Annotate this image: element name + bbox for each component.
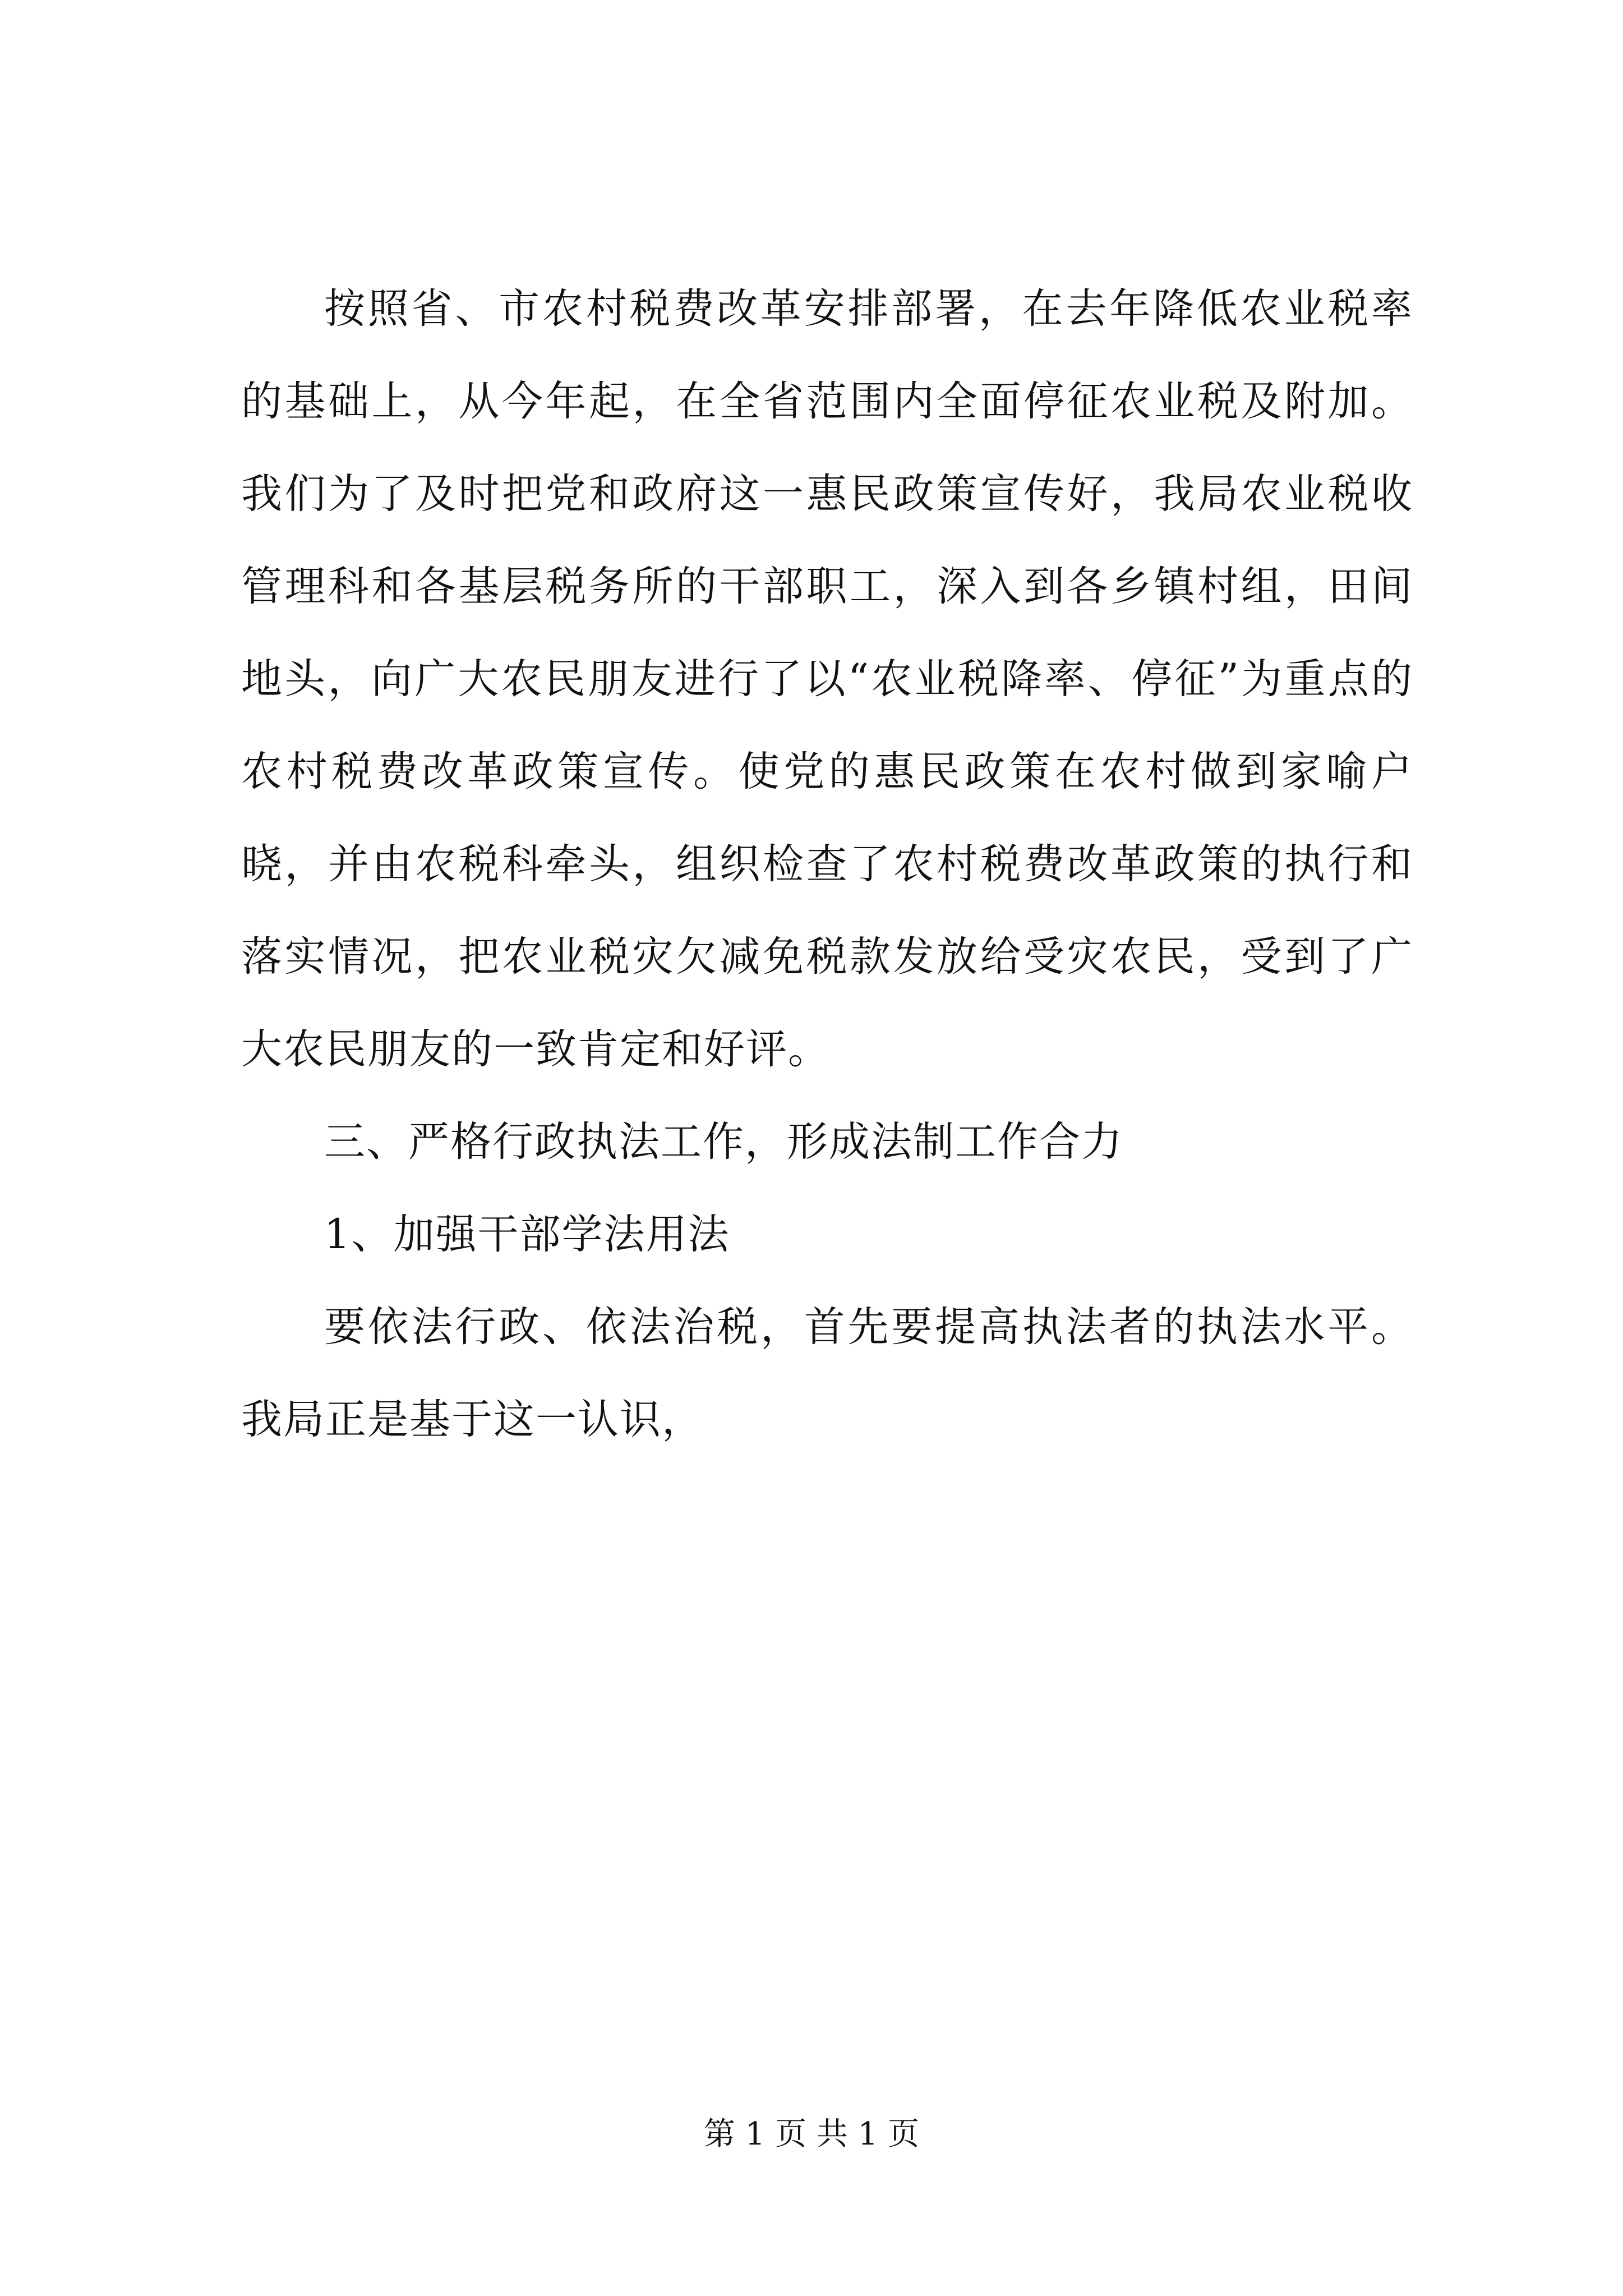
paragraph-law-enforcement: 要依法行政、依法治税，首先要提高执法者的执法水平。我局正是基于这一认识， bbox=[241, 1303, 1413, 1443]
page-number-footer: 第 1 页 共 1 页 bbox=[703, 2116, 920, 2152]
paragraph-tax-reform: 按照省、市农村税费改革安排部署，在去年降低农业税率的基础上，从今年起，在全省范围内全面停征农业税及附加。我们为了及时把党和政府这一惠民政策宣传好，我局农业税收管理科和各基层税务所的干部职工，深入到各乡镇村组，田间地头，向广大农民朋友进行了以“农业税降率、停征”为重点的农村税费改革政策宣传。使党的惠民政策在农村做到家喻户晓，并由农税科牵头，组织检查了农村税费改革政策的执行和落实情况，把农业税灾欠减免税款发放给受灾农民，受到了广大农民朋友的一致肯定和好评。 bbox=[241, 285, 1413, 1073]
document-body bbox=[241, 263, 1413, 1466]
section-heading-administrative-law: 三、严格行政执法工作，形成法制工作合力 bbox=[324, 1118, 1123, 1166]
subsection-heading-cadre-law-study: 1、加强干部学法用法 bbox=[324, 1211, 730, 1258]
